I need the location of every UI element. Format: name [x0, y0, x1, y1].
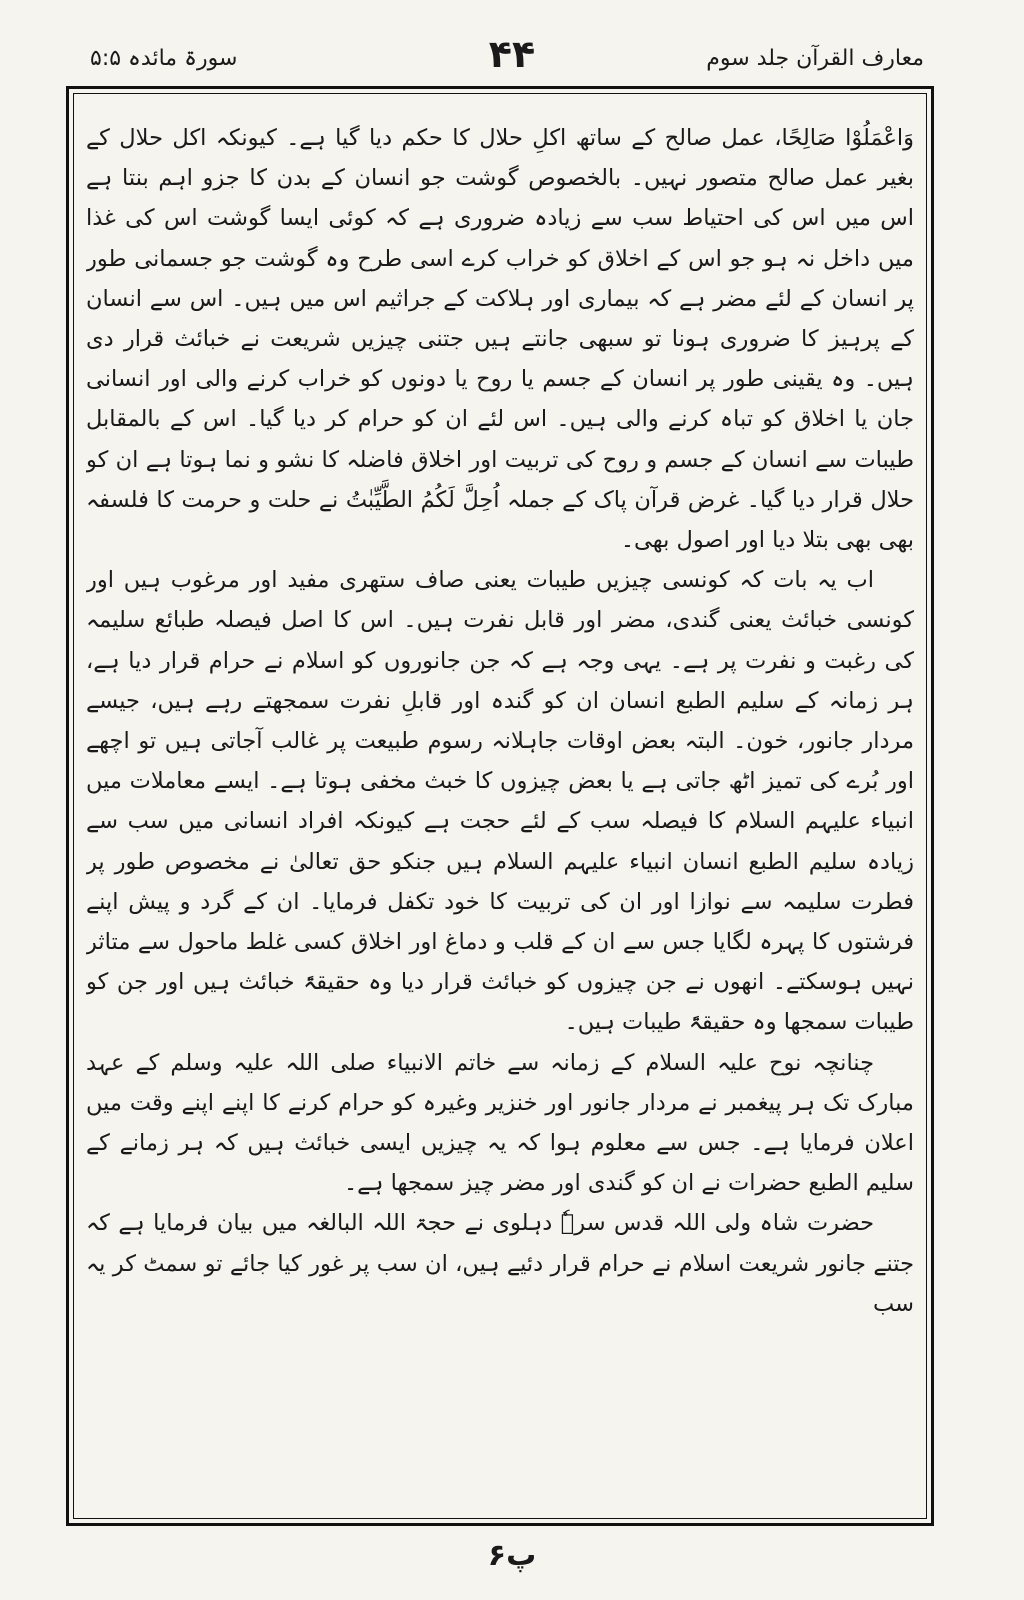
paragraph: وَاعْمَلُوْا صَالِحًا، عمل صالح کے ساتھ اکلِ حلال کا حکم دیا گیا ہے۔ کیونکہ اکل حلال کے بغیر عمل صالح متصور نہیں۔ بالخصوص گوشت جو انسان کے بدن کا جزو اہم بنتا ہے اس میں اس کی احتیاط سب سے زیادہ ضروری ہے کہ کوئی ایسا گوشت اس کی غذا میں داخل نہ ہو جو اس کے اخلاق کو خراب کرے اسی طرح وہ گوشت جو جسمانی طور پر انسان کے لئے مضر ہے کہ بیماری اور ہلاکت کے جراثیم اس میں ہیں۔ اس سے انسان کے پرہیز کا ضروری ہونا تو سبھی جانتے ہیں جتنی چیزیں شریعت نے خبائث قرار دی ہیں۔ وہ یقینی طور پر انسان کے جسم یا روح یا دونوں کو خراب کرنے والی اور انسانی جان یا اخلاق کو تباہ کرنے والی ہیں۔ اس لئے ان کو حرام کر دیا گیا۔ اس کے بالمقابل طیبات سے انسان کے جسم و روح کی تربیت اور اخلاق فاضلہ کا نشو و نما ہوتا ہے ان کو حلال قرار دیا گیا۔ غرض قرآن پاک کے جملہ اُحِلَّ لَکُمُ الطَّیِّبٰتُ نے حلت و حرمت کا فلسفہ بھی بھی بتلا دیا اور اصول بھی۔ — [86, 125, 914, 554]
signature-mark: ۶پ — [487, 1538, 537, 1573]
page-number: ۴۴ — [488, 32, 536, 76]
paragraph: اب یہ بات کہ کونسی چیزیں طیبات یعنی صاف ستھری مفید اور مرغوب ہیں اور کونسی خبائث یعنی گندی، مضر اور قابل نفرت ہیں۔ اس کا اصل فیصلہ طبائع سلیمہ کی رغبت و نفرت پر ہے۔ یہی وجہ ہے کہ جن جانوروں کو اسلام نے حرام قرار دیا ہے، ہر زمانہ کے سلیم الطبع انسان ان کو گندہ اور قابلِ نفرت سمجھتے رہے ہیں، جیسے مردار جانور، خون۔ البتہ بعض اوقات جاہلانہ رسوم طبیعت پر غالب آجاتی ہیں تو اچھے اور بُرے کی تمیز اٹھ جاتی ہے یا بعض چیزوں کا خبث مخفی ہوتا ہے۔ ایسے معاملات میں انبیاء علیہم السلام کا فیصلہ سب کے لئے حجت ہے کیونکہ افراد انسانی میں سب سے زیادہ سلیم الطبع انسان انبیاء علیہم السلام ہیں جنکو حق تعالیٰ نے مخصوص طور پر فطرت سلیمہ سے نوازا اور ان کی تربیت کا خود تکفل فرمایا۔ ان کے گرد و پیش اپنے فرشتوں کا پہرہ لگایا جس سے ان کے قلب و دماغ اور اخلاق کسی غلط ماحول سے متاثر نہیں ہوسکتے۔ انھوں نے جن چیزوں کو خبائث قرار دیا وہ حقیقۃً خبائث ہیں اور جن کو طیبات سمجھا وہ حقیقۃً طیبات ہیں۔ — [86, 567, 914, 1036]
page-header — [40, 28, 984, 88]
body-text — [86, 118, 914, 1518]
paragraph: حضرت شاہ ولی اللہ قدس سرہٗ دہلوی نے حجۃ اللہ البالغہ میں بیان فرمایا ہے کہ جتنے جانور شریعت اسلام نے حرام قرار دئیے ہیں، ان سب پر غور کیا جائے تو سمٹ کر یہ سب — [86, 1210, 914, 1317]
book-title: معارف القرآن جلد سوم — [706, 46, 924, 71]
paragraph: چنانچہ نوح علیہ السلام کے زمانہ سے خاتم الانبیاء صلی اللہ علیہ وسلم کے عہد مبارک تک ہر پیغمبر نے مردار جانور اور خنزیر وغیرہ کو حرام کرنے کا اپنے اپنے وقت میں اعلان فرمایا ہے۔ جس سے معلوم ہوا کہ یہ چیزیں ایسی خبائث ہیں کہ ہر زمانے کے سلیم الطبع حضرات نے ان کو گندی اور مضر چیز سمجھا ہے۔ — [86, 1049, 914, 1197]
surah-reference: سورۃ مائدہ ۵:۵ — [90, 46, 238, 71]
